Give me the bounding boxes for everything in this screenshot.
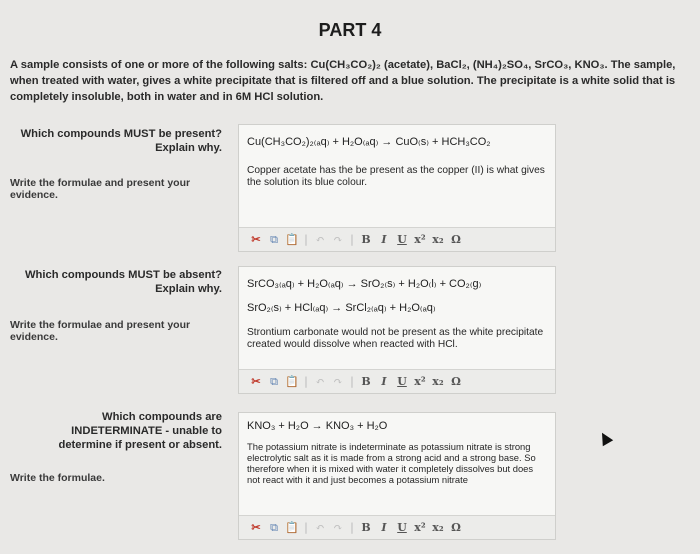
answer-indeterminate-editor[interactable] — [238, 412, 556, 540]
cut-icon[interactable]: ✂ — [251, 233, 261, 246]
toolbar-divider: | — [350, 375, 354, 388]
undo-icon[interactable]: ↶ — [315, 233, 325, 246]
paste-icon[interactable]: 📋 — [285, 375, 299, 388]
bold-button[interactable]: B — [361, 233, 371, 246]
special-char-button[interactable]: Ω — [451, 375, 461, 388]
editor-toolbar — [239, 515, 555, 539]
intro-text: A sample consists of one or more of the following salts: Cu(CH₃CO₂)₂ (acetate), BaCl₂, (NH₄)₂SO₄, SrCO₃, KNO₃. The sample, when treated with water, gives a white precipitate that is filtered off and a blue solution. The precipitate is a white solid that is completely insoluble, both in water and in 6M HCl solution. — [10, 59, 676, 103]
italic-button[interactable]: I — [381, 375, 387, 388]
answer-text: The potassium nitrate is indeterminate as potassium nitrate is strong electrolytic salt as it is made from a strong acid and a strong base. So therefore when it is mixed with water it completely dissolves but does not react with it and just becomes a potassium nitrate — [247, 441, 536, 485]
answer-text: Strontium carbonate would not be present as the white precipitate created would dissolve when reacted with HCl. — [247, 327, 544, 350]
equation-line: Cu(CH₃CO₂)₂₍ₐq₎ + H₂O₍ₐq₎ → CuO₍s₎ + HCH₃CO₂ — [247, 136, 491, 148]
bold-button[interactable]: B — [361, 375, 371, 388]
subscript-button[interactable]: x₂ — [432, 233, 444, 246]
answer-absent-editor[interactable] — [238, 266, 556, 394]
superscript-button[interactable]: x² — [414, 233, 426, 246]
undo-icon[interactable]: ↶ — [315, 375, 325, 388]
copy-icon[interactable]: ⧉ — [270, 232, 278, 246]
toolbar-divider: | — [350, 521, 354, 534]
redo-icon[interactable]: ↷ — [333, 233, 343, 246]
equation-line: KNO₃ + H₂O → KNO₃ + H₂O — [247, 420, 388, 432]
toolbar-divider: | — [304, 375, 308, 388]
underline-button[interactable]: U — [397, 521, 407, 534]
question-absent-label: Which compounds MUST be absent? Explain why. — [24, 269, 222, 295]
question-indeterminate-hint: Write the formulae. — [10, 472, 105, 484]
special-char-button[interactable]: Ω — [451, 521, 461, 534]
answer-present-editor[interactable] — [238, 124, 556, 252]
superscript-button[interactable]: x² — [414, 375, 426, 388]
equation-line: SrCO₃₍ₐq₎ + H₂O₍ₐq₎ → SrO₂₍s₎ + H₂O₍l₎ + CO₂₍g₎ — [247, 278, 482, 290]
editor-toolbar — [239, 227, 555, 251]
copy-icon[interactable]: ⧉ — [270, 520, 278, 534]
page-title: PART 4 — [318, 20, 382, 40]
subscript-button[interactable]: x₂ — [432, 375, 444, 388]
underline-button[interactable]: U — [397, 375, 407, 388]
toolbar-divider: | — [304, 233, 308, 246]
undo-icon[interactable]: ↶ — [315, 521, 325, 534]
toolbar-divider: | — [350, 233, 354, 246]
question-indeterminate-label: Which compounds are INDETERMINATE - unable to determine if present or absent. — [58, 411, 222, 451]
special-char-button[interactable]: Ω — [451, 233, 461, 246]
italic-button[interactable]: I — [381, 233, 387, 246]
italic-button[interactable]: I — [381, 521, 387, 534]
equation-line: SrO₂₍s₎ + HCl₍ₐq₎ → SrCl₂₍ₐq₎ + H₂O₍ₐq₎ — [247, 302, 436, 314]
cut-icon[interactable]: ✂ — [251, 521, 261, 534]
toolbar-divider: | — [304, 521, 308, 534]
underline-button[interactable]: U — [397, 233, 407, 246]
paste-icon[interactable]: 📋 — [285, 233, 299, 246]
question-present-label: Which compounds MUST be present? Explain why. — [20, 128, 222, 154]
question-present-hint: Write the formulae and present your evidence. — [10, 177, 191, 201]
mouse-cursor-icon — [597, 430, 613, 446]
redo-icon[interactable]: ↷ — [333, 375, 343, 388]
redo-icon[interactable]: ↷ — [333, 521, 343, 534]
copy-icon[interactable]: ⧉ — [270, 374, 278, 388]
bold-button[interactable]: B — [361, 521, 371, 534]
cut-icon[interactable]: ✂ — [251, 375, 261, 388]
answer-text: Copper acetate has the be present as the copper (II) is what gives the solution its blue colour. — [247, 165, 545, 188]
subscript-button[interactable]: x₂ — [432, 521, 444, 534]
superscript-button[interactable]: x² — [414, 521, 426, 534]
paste-icon[interactable]: 📋 — [285, 521, 299, 534]
editor-toolbar — [239, 369, 555, 393]
question-absent-hint: Write the formulae and present your evidence. — [10, 319, 191, 343]
